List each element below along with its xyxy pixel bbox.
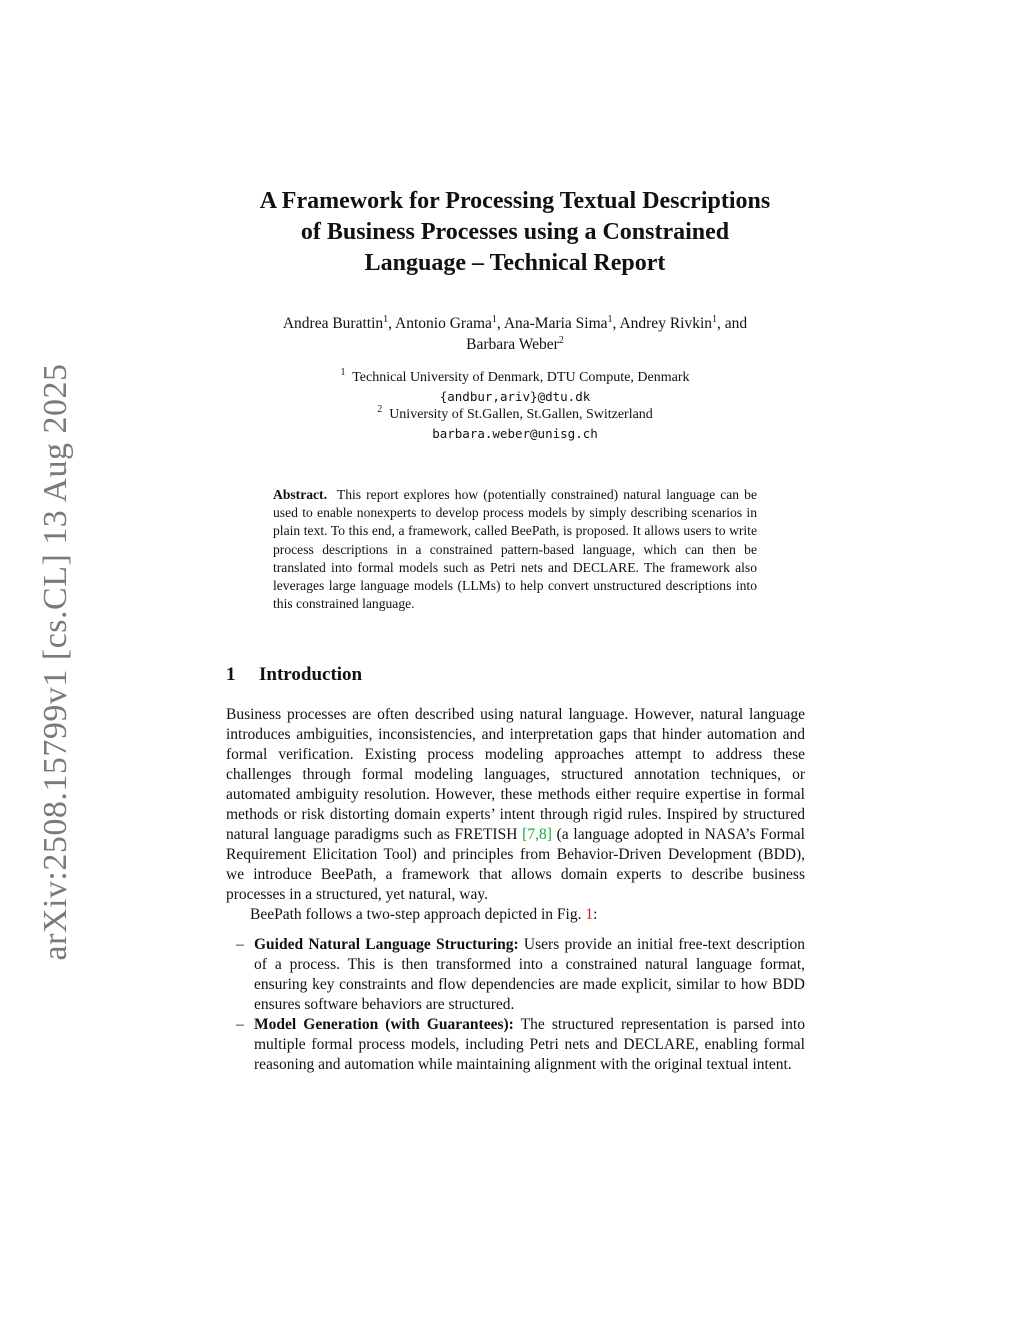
citation-link[interactable]: 8 <box>538 826 547 843</box>
affiliation-mark: 1 <box>340 367 346 378</box>
citation-bracket: [ <box>522 826 528 843</box>
email-2: barbara.weber@unisg.ch <box>432 425 598 441</box>
arxiv-identifier: arXiv:2508.15799v1 [cs.CL] 13 Aug 2025 <box>37 363 74 961</box>
abstract <box>273 486 757 613</box>
email-1: {andbur,ariv}@dtu.dk <box>439 388 591 404</box>
title-line: of Business Processes using a Constrained <box>300 219 730 245</box>
affiliation-mark: 1 <box>491 314 497 325</box>
section-title: Introduction <box>259 664 363 685</box>
affiliation-mark: 1 <box>383 314 389 325</box>
citation-bracket: ] <box>546 826 552 843</box>
figure-link[interactable]: 1 <box>585 906 594 923</box>
citation-separator: , <box>535 826 539 843</box>
paragraph <box>226 905 805 925</box>
list-item <box>226 1015 805 1075</box>
author-name: Ana-Maria Sima <box>503 315 608 332</box>
title-line: A Framework for Processing Textual Descriptions <box>259 188 771 214</box>
approach-list <box>226 935 805 1075</box>
author-name: Andrea Burattin <box>282 315 384 332</box>
author-list: Andrea Burattin$^1$, Antonio Grama$^1$, Ana-Maria Sima$^1$, Andrey Rivkin$^1$, and Barbara Weber$^2$ <box>282 314 748 353</box>
affiliation-1: Technical University of Denmark, DTU Compute, Denmark <box>352 370 690 385</box>
body-text <box>226 705 805 1075</box>
affiliations <box>215 369 815 443</box>
section-number: 1 <box>226 664 236 685</box>
list-item-text: Users provide an initial free-text description of a process. This is then transformed into a constrained natural language format, ensuring key constraints and flow dependencies are made explicit, similar to how BDD ensures software behaviors are structured. <box>254 936 806 1013</box>
list-item <box>226 935 805 1015</box>
paragraph-text: BeePath follows a two-step approach depicted in Fig. <box>250 906 586 923</box>
paragraph-text: Business processes are often described using natural language. However, natural language introduces ambiguities, inconsistencies, and interpretation gaps that hinder automation and formal verification. Existing process modeling approaches attempt to address these challenges through formal modeling languages, structured annotation techniques, or automated ambiguity resolution. However, these methods either require expertise in formal methods or risk distorting domain experts’ intent through rigid rules. Inspired by structured natural language paradigms such as FRETISH <box>226 706 805 843</box>
author-name: Antonio Grama <box>395 315 492 332</box>
section-heading <box>226 664 362 686</box>
affiliation-mark: 1 <box>607 314 613 325</box>
affiliation-mark: 2 <box>558 335 564 346</box>
author-name: Andrey Rivkin <box>619 315 713 332</box>
list-dash: – <box>236 936 244 953</box>
paragraph <box>226 705 805 905</box>
list-dash: – <box>236 1016 244 1033</box>
abstract-text: This report explores how (potentially constrained) natural language can be used to enable nonexperts to develop process models by simply describing scenarios in plain text. To this end, a framework, called BeePath, is proposed. It allows users to write process descriptions in a constrained pattern-based language, which can then be translated into formal models such as Petri nets and DECLARE. The framework also leverages large language models (LLMs) to help convert unstructured descriptions into this constrained language. <box>273 487 757 612</box>
paragraph-text: (a language adopted in NASA’s Formal Requirement Elicitation Tool) and principles from Behavior-Driven Development (BDD), we introduce BeePath, a framework that allows domain experts to describe business processes in a structured, yet natural, way. <box>226 826 805 903</box>
paper-title <box>215 186 815 279</box>
abstract-label: Abstract. <box>273 487 327 502</box>
paragraph-text: : <box>593 906 598 923</box>
citation-link[interactable]: 7 <box>527 826 536 843</box>
affiliation-mark: 1 <box>712 314 718 325</box>
title-line: Language – Technical Report <box>364 250 666 276</box>
affiliation-mark: 2 <box>377 404 383 415</box>
list-item-label: Guided Natural Language Structuring: <box>254 936 519 953</box>
list-item-text: The structured representation is parsed into multiple formal process models, including Petri nets and DECLARE, enabling formal reasoning and automation while maintaining alignment with the original textual intent. <box>254 1016 805 1073</box>
author-name: Barbara Weber <box>466 336 559 353</box>
affiliation-2: University of St.Gallen, St.Gallen, Switzerland <box>389 407 653 422</box>
author-conjunction: , and <box>717 315 748 332</box>
list-item-label: Model Generation (with Guarantees): <box>254 1016 514 1033</box>
